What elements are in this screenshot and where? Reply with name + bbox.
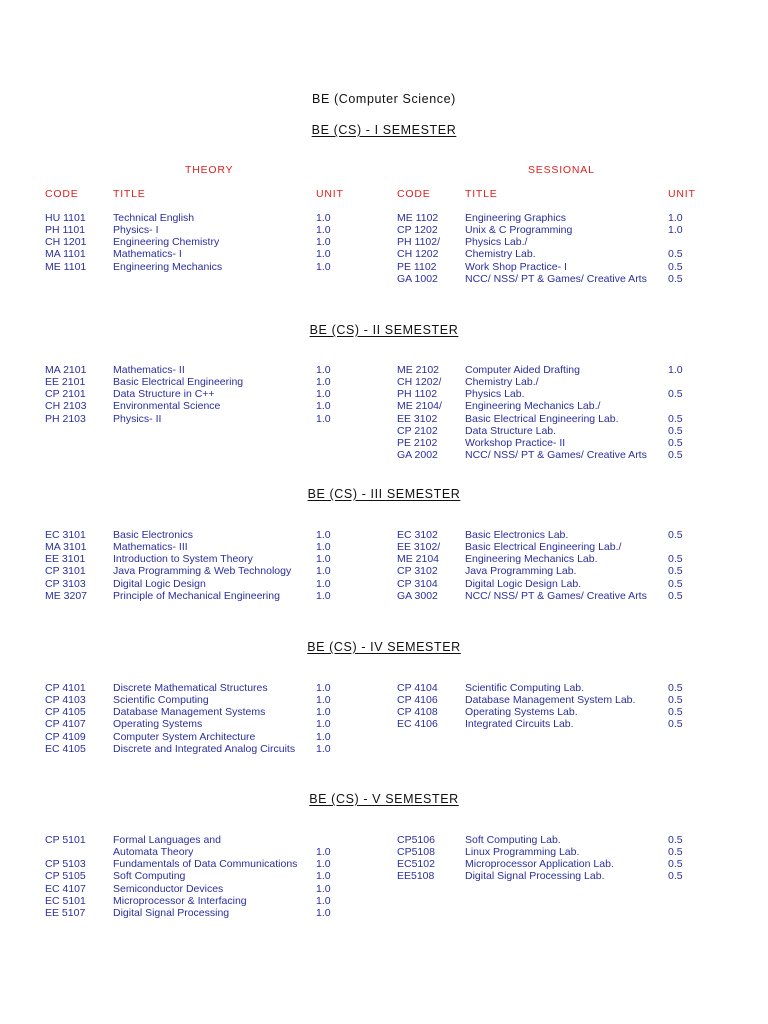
sessional-course-title: Workshop Practice- II — [465, 436, 566, 449]
sessional-course-unit: 0.5 — [668, 834, 683, 846]
theory-course-unit: 1.0 — [316, 577, 331, 590]
sessional-course-unit: 0.5 — [668, 858, 683, 871]
sessional-course-unit: 0.5 — [668, 846, 683, 859]
theory-course-title: Mathematics- III — [113, 541, 188, 554]
theory-course-title: Engineering Mechanics — [113, 260, 223, 273]
theory-course-code: CP 5101 — [45, 834, 86, 846]
theory-label: THEORY — [185, 164, 234, 176]
theory-course-code: HU 1101 — [45, 212, 86, 224]
sessional-course-title: Microprocessor Application Lab. — [465, 858, 614, 871]
theory-course-title: Java Programming & Web Technology — [113, 565, 292, 578]
theory-course-title: Formal Languages and — [113, 834, 221, 846]
theory-course-title: Operating Systems — [113, 718, 203, 731]
theory-course-unit: 1.0 — [316, 894, 331, 907]
sessional-course-unit: 1.0 — [668, 364, 683, 376]
sessional-course-code: ME 2104/ — [397, 400, 442, 413]
theory-course-title: Principle of Mechanical Engineering — [113, 589, 280, 602]
sessional-course-unit: 0.5 — [668, 589, 683, 602]
sessional-course-title: Soft Computing Lab. — [465, 834, 561, 846]
theory-course-unit: 1.0 — [316, 870, 331, 883]
theory-course-unit: 1.0 — [316, 858, 331, 871]
theory-course-title: Soft Computing — [113, 870, 186, 883]
sessional-course-code: CP5106 — [397, 834, 435, 846]
theory-course-unit: 1.0 — [316, 260, 331, 273]
theory-course-unit: 1.0 — [316, 412, 331, 425]
theory-title-header: TITLE — [113, 188, 146, 200]
sessional-course-unit: 1.0 — [668, 224, 683, 237]
sessional-course-unit: 0.5 — [668, 694, 683, 707]
sessional-course-title: Physics Lab. — [465, 388, 525, 401]
sessional-course-code: PH 1102/ — [397, 236, 440, 249]
sessional-course-code: CP 4108 — [397, 706, 438, 719]
sessional-course-unit: 0.5 — [668, 449, 683, 462]
sessional-course-title: Physics Lab./ — [465, 236, 528, 249]
theory-course-unit: 1.0 — [316, 694, 331, 707]
sessional-course-code: EC5102 — [397, 858, 435, 871]
sessional-course-code: GA 1002 — [397, 272, 438, 285]
sessional-course-unit: 1.0 — [668, 212, 683, 224]
sessional-course-title: Operating Systems Lab. — [465, 706, 578, 719]
sessional-label: SESSIONAL — [528, 164, 595, 176]
theory-course-title: Fundamentals of Data Communications — [113, 858, 298, 871]
theory-course-code: CP 4101 — [45, 682, 86, 694]
theory-course-title: Discrete and Integrated Analog Circuits — [113, 742, 296, 755]
theory-course-unit: 1.0 — [316, 212, 331, 224]
sessional-course-unit: 0.5 — [668, 553, 683, 566]
theory-course-code: CP 4107 — [45, 718, 86, 731]
theory-course-unit: 1.0 — [316, 376, 331, 389]
theory-course-code: ME 3207 — [45, 589, 88, 602]
theory-course-title: Physics- I — [113, 224, 159, 237]
theory-course-code: EC 5101 — [45, 894, 86, 907]
semester-heading: BE (CS) - II SEMESTER — [309, 323, 459, 337]
sessional-course-title: Work Shop Practice- I — [465, 260, 567, 273]
theory-course-unit: 1.0 — [316, 541, 331, 554]
sessional-course-code: ME 1102 — [397, 212, 439, 224]
theory-course-code: CP 4109 — [45, 730, 86, 743]
theory-course-title: Data Structure in C++ — [113, 388, 215, 401]
sessional-course-code: PH 1102 — [397, 388, 438, 401]
theory-course-title: Semiconductor Devices — [113, 882, 224, 895]
theory-course-code: EC 4107 — [45, 882, 86, 895]
sessional-course-unit: 0.5 — [668, 260, 683, 273]
theory-course-title: Mathematics- I — [113, 248, 182, 261]
theory-course-code: PH 2103 — [45, 412, 86, 425]
sessional-course-title: Engineering Mechanics Lab. — [465, 553, 598, 566]
theory-course-unit: 1.0 — [316, 706, 331, 719]
sessional-course-code: CP 3104 — [397, 577, 438, 590]
theory-course-code: MA 3101 — [45, 541, 87, 554]
sessional-course-title: Java Programming Lab. — [465, 565, 577, 578]
sessional-course-title: Scientific Computing Lab. — [465, 682, 585, 694]
sessional-course-code: CP 1202 — [397, 224, 438, 237]
sessional-course-code: EE5108 — [397, 870, 435, 883]
sessional-course-code: ME 2104 — [397, 553, 440, 566]
sessional-course-title: Linux Programming Lab. — [465, 846, 580, 859]
sessional-course-title: Chemistry Lab./ — [465, 376, 539, 389]
theory-unit-header: UNIT — [316, 188, 344, 200]
theory-course-title: Mathematics- II — [113, 364, 185, 376]
sessional-course-title: Chemistry Lab. — [465, 248, 536, 261]
theory-course-unit: 1.0 — [316, 529, 331, 541]
theory-course-code: EE 2101 — [45, 376, 86, 389]
sessional-unit-header: UNIT — [668, 188, 696, 200]
sessional-course-code: GA 3002 — [397, 589, 438, 602]
theory-course-code: EE 5107 — [45, 906, 86, 919]
sessional-course-code: EC 3102 — [397, 529, 438, 541]
sessional-course-code: ME 2102 — [397, 364, 440, 376]
sessional-course-title: Digital Signal Processing Lab. — [465, 870, 605, 883]
sessional-course-code: CP 3102 — [397, 565, 438, 578]
sessional-course-unit: 0.5 — [668, 412, 683, 425]
sessional-course-title: NCC/ NSS/ PT & Games/ Creative Arts — [465, 589, 647, 602]
sessional-course-title: Data Structure Lab. — [465, 424, 557, 437]
theory-course-unit: 1.0 — [316, 565, 331, 578]
theory-course-unit: 1.0 — [316, 718, 331, 731]
theory-course-code: EC 4105 — [45, 742, 86, 755]
sessional-course-title: Engineering Graphics — [465, 212, 566, 224]
theory-course-code: CP 5103 — [45, 858, 86, 871]
theory-course-unit: 1.0 — [316, 364, 331, 376]
sessional-course-code: GA 2002 — [397, 449, 438, 462]
theory-course-title: Digital Signal Processing — [113, 906, 230, 919]
sessional-course-code: CH 1202/ — [397, 376, 442, 389]
theory-course-unit: 1.0 — [316, 400, 331, 413]
theory-course-title: Automata Theory — [113, 846, 194, 859]
sessional-course-unit: 0.5 — [668, 577, 683, 590]
semester-heading: BE (CS) - I SEMESTER — [311, 123, 457, 137]
sessional-course-code: CP5108 — [397, 846, 435, 859]
sessional-course-unit: 0.5 — [668, 870, 683, 883]
theory-course-title: Basic Electronics — [113, 529, 193, 541]
sessional-course-unit: 0.5 — [668, 706, 683, 719]
sessional-course-title: Engineering Mechanics Lab./ — [465, 400, 601, 413]
sessional-course-title: NCC/ NSS/ PT & Games/ Creative Arts — [465, 449, 647, 462]
theory-course-code: CP 2101 — [45, 388, 86, 401]
theory-course-code: EE 3101 — [45, 553, 86, 566]
theory-course-unit: 1.0 — [316, 906, 331, 919]
theory-course-title: Computer System Architecture — [113, 730, 256, 743]
theory-course-code: CP 4103 — [45, 694, 86, 707]
theory-course-unit: 1.0 — [316, 846, 331, 859]
theory-course-unit: 1.0 — [316, 589, 331, 602]
theory-course-unit: 1.0 — [316, 553, 331, 566]
sessional-title-header: TITLE — [465, 188, 498, 200]
semester-heading: BE (CS) - V SEMESTER — [309, 792, 459, 806]
theory-course-unit: 1.0 — [316, 730, 331, 743]
sessional-course-title: Digital Logic Design Lab. — [465, 577, 582, 590]
theory-course-code: CP 5105 — [45, 870, 86, 883]
sessional-course-title: Database Management System Lab. — [465, 694, 636, 707]
theory-course-title: Engineering Chemistry — [113, 236, 220, 249]
sessional-course-unit: 0.5 — [668, 248, 683, 261]
sessional-course-title: Basic Electrical Engineering Lab. — [465, 412, 619, 425]
sessional-course-unit: 0.5 — [668, 424, 683, 437]
sessional-course-unit: 0.5 — [668, 682, 683, 694]
sessional-course-unit: 0.5 — [668, 565, 683, 578]
document-title: BE (Computer Science) — [312, 92, 456, 106]
sessional-course-unit: 0.5 — [668, 388, 683, 401]
theory-course-title: Environmental Science — [113, 400, 221, 413]
sessional-course-code: CP 4106 — [397, 694, 438, 707]
theory-course-title: Discrete Mathematical Structures — [113, 682, 268, 694]
sessional-course-unit: 0.5 — [668, 272, 683, 285]
sessional-course-code: CH 1202 — [397, 248, 439, 261]
sessional-course-title: Basic Electrical Engineering Lab./ — [465, 541, 622, 554]
theory-course-title: Digital Logic Design — [113, 577, 206, 590]
semester-heading: BE (CS) - IV SEMESTER — [307, 640, 461, 654]
sessional-course-code: CP 4104 — [397, 682, 438, 694]
theory-course-title: Basic Electrical Engineering — [113, 376, 244, 389]
theory-course-unit: 1.0 — [316, 248, 331, 261]
sessional-course-unit: 0.5 — [668, 436, 683, 449]
theory-course-code: ME 1101 — [45, 260, 87, 273]
theory-course-unit: 1.0 — [316, 682, 331, 694]
theory-course-unit: 1.0 — [316, 882, 331, 895]
theory-course-code: EC 3101 — [45, 529, 86, 541]
theory-course-code: PH 1101 — [45, 224, 86, 237]
theory-course-title: Scientific Computing — [113, 694, 209, 707]
theory-course-unit: 1.0 — [316, 236, 331, 249]
sessional-course-title: NCC/ NSS/ PT & Games/ Creative Arts — [465, 272, 647, 285]
theory-course-unit: 1.0 — [316, 388, 331, 401]
theory-course-title: Technical English — [113, 212, 195, 224]
sessional-course-code: EE 3102/ — [397, 541, 441, 554]
theory-course-unit: 1.0 — [316, 224, 331, 237]
sessional-code-header: CODE — [397, 188, 431, 200]
theory-course-code: CH 2103 — [45, 400, 87, 413]
theory-course-title: Physics- II — [113, 412, 162, 425]
theory-course-code: CH 1201 — [45, 236, 87, 249]
sessional-course-title: Integrated Circuits Lab. — [465, 718, 574, 731]
theory-course-title: Database Management Systems — [113, 706, 266, 719]
theory-course-code: MA 2101 — [45, 364, 87, 376]
sessional-course-code: EE 3102 — [397, 412, 438, 425]
theory-course-code: CP 3101 — [45, 565, 86, 578]
sessional-course-unit: 0.5 — [668, 718, 683, 731]
sessional-course-code: PE 1102 — [397, 260, 437, 273]
theory-course-unit: 1.0 — [316, 742, 331, 755]
sessional-course-code: PE 2102 — [397, 436, 438, 449]
sessional-course-code: CP 2102 — [397, 424, 438, 437]
semester-heading: BE (CS) - III SEMESTER — [307, 487, 461, 501]
sessional-course-unit: 0.5 — [668, 529, 683, 541]
theory-course-code: MA 1101 — [45, 248, 86, 261]
sessional-course-title: Computer Aided Drafting — [465, 364, 580, 376]
theory-course-title: Introduction to System Theory — [113, 553, 253, 566]
theory-course-code: CP 3103 — [45, 577, 86, 590]
sessional-course-code: EC 4106 — [397, 718, 438, 731]
theory-course-code: CP 4105 — [45, 706, 86, 719]
sessional-course-title: Unix & C Programming — [465, 224, 573, 237]
theory-code-header: CODE — [45, 188, 79, 200]
sessional-course-title: Basic Electronics Lab. — [465, 529, 569, 541]
theory-course-title: Microprocessor & Interfacing — [113, 894, 247, 907]
